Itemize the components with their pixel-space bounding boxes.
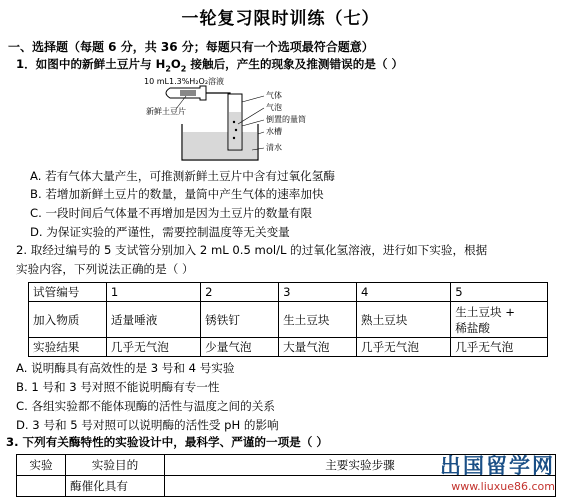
question-1-stem [16, 56, 403, 77]
question-3-stem: 3. 下列有关酶特性的实验设计中，最科学、严谨的一项是（ ） [6, 435, 328, 449]
table-cell: 熟土豆块 [356, 302, 450, 338]
question-1-stem-b: O [170, 57, 181, 71]
question-2-option-a: A. 说明酶具有高效性的是 3 号和 4 号实验 [16, 361, 235, 375]
question-1-option-c: C. 一段时间后气体量不再增加是因为土豆片的数量有限 [30, 206, 313, 220]
table-cell: 试管编号 [29, 283, 107, 302]
question-2-option-c: C. 各组实验都不能体现酶的活性与温度之间的关系 [16, 399, 275, 413]
page-title: 一轮复习限时训练（七） [181, 9, 380, 29]
bubble-label: 气泡 [266, 103, 282, 112]
table-cell: 几乎无气泡 [106, 338, 200, 357]
cylinder-label: 倒置的量筒 [266, 115, 306, 124]
potato-label: 新鲜土豆片 [146, 107, 186, 116]
experiment-diagram [140, 76, 330, 166]
tank-label: 水槽 [266, 127, 282, 136]
gas-label: 气体 [266, 91, 282, 100]
potato-slices [180, 90, 196, 96]
table-cell: 5 [451, 283, 548, 302]
tank-water [183, 132, 257, 159]
table-cell: 少量气泡 [201, 338, 279, 357]
table-cell: 大量气泡 [279, 338, 357, 357]
question-1-stem-subscript-a: 2 [165, 64, 171, 74]
question-2-option-d: D. 3 号和 5 号对照可以说明酶的活性受 pH 的影响 [16, 418, 279, 432]
table-cell: 几乎无气泡 [356, 338, 450, 357]
table-cell: 加入物质 [29, 302, 107, 338]
question-1-stem-c: 接触后，产生的现象及推测错误的是（ ） [186, 57, 404, 71]
watermark-title: 出国留学网 [440, 454, 555, 478]
question-2-stem-line-2: 实验内容，下列说法正确的是（ ） [16, 262, 194, 276]
watermark [440, 450, 555, 493]
table-cell [451, 302, 548, 338]
table-header-cell: 实验 [17, 455, 66, 476]
table-row [29, 302, 548, 338]
table-cell: 2 [201, 283, 279, 302]
table-row [29, 338, 548, 357]
table-row [29, 283, 548, 302]
question-1-option-d: D. 为保证实验的严谨性，需要控制温度等无关变量 [30, 225, 290, 239]
table-cell: 3 [279, 283, 357, 302]
experiment-table [28, 282, 548, 357]
table-header-cell: 实验目的 [66, 455, 165, 476]
solution-label: 10 mL1.3%H₂O₂溶液 [144, 77, 225, 86]
table-cell: 酶催化具有 [66, 476, 165, 497]
section-heading: 一、选择题（每题 6 分，共 36 分；每题只有一个选项最符合题意） [8, 40, 374, 54]
question-1-option-a: A. 若有气体大量产生，可推测新鲜土豆片中含有过氧化氢酶 [30, 169, 335, 183]
question-2-stem-line-1: 2. 取经过编号的 5 支试管分别加入 2 mL 0.5 mol/L 的过氧化氢溶液，进行如下实验，根据 [16, 243, 488, 257]
water-label: 清水 [266, 143, 282, 152]
watermark-url: www.liuxue86.com [451, 480, 555, 493]
table-cell [17, 476, 66, 497]
table-cell: 4 [356, 283, 450, 302]
table-cell: 锈铁钉 [201, 302, 279, 338]
table-cell: 1 [106, 283, 200, 302]
cell-line: 生土豆块 + [455, 304, 515, 319]
cell-line: 稀盐酸 [455, 320, 490, 335]
question-1-stem-subscript-b: 2 [180, 64, 187, 74]
question-2-option-b: B. 1 号和 3 号对照不能说明酶有专一性 [16, 380, 220, 394]
table-cell: 实验结果 [29, 338, 107, 357]
question-1-stem-a: 1．如图中的新鲜土豆片与 H [16, 57, 166, 71]
question-1-option-b: B. 若增加新鲜土豆片的数量，量筒中产生气体的速率加快 [30, 187, 324, 201]
table-cell: 几乎无气泡 [451, 338, 548, 357]
table-header-cell: 主要实验步骤 [165, 455, 556, 476]
table-cell: 生土豆块 [279, 302, 357, 338]
table-cell: 适量唾液 [106, 302, 200, 338]
